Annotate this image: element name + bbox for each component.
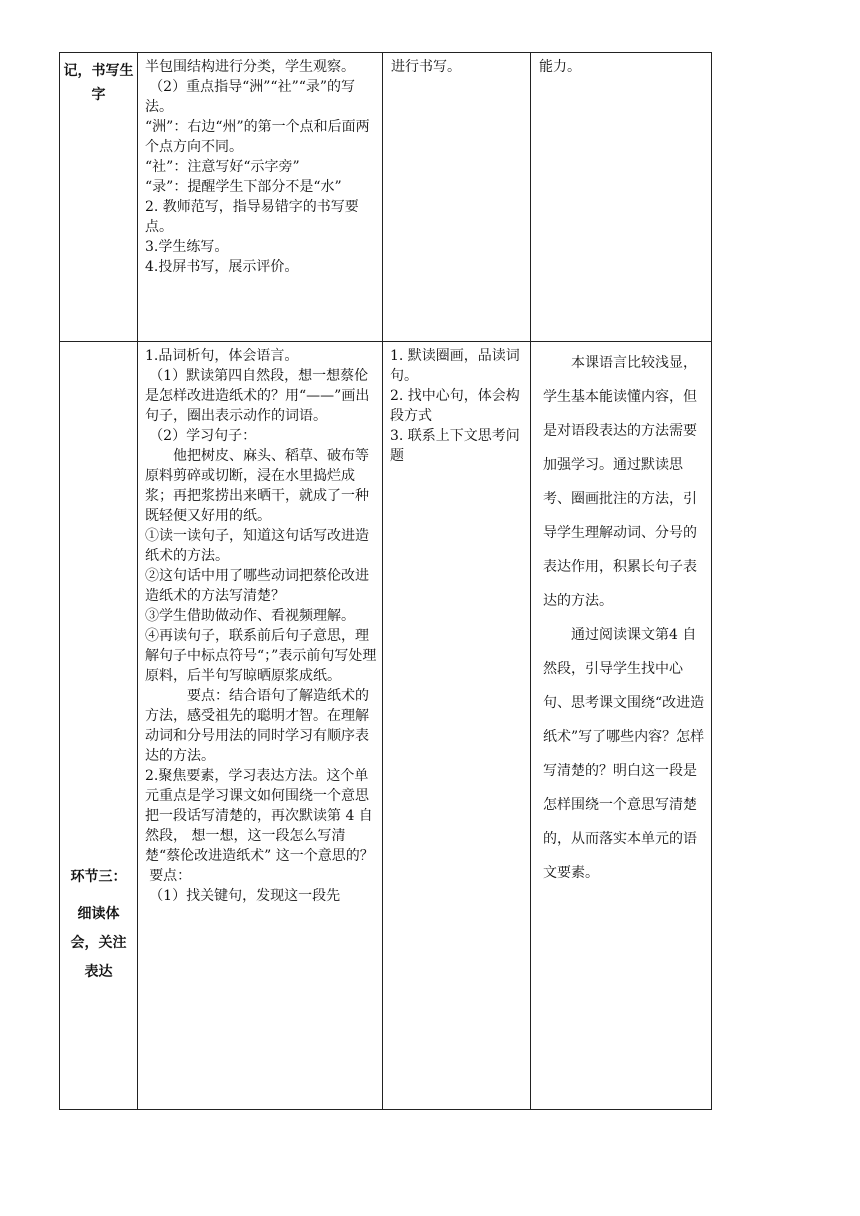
- activity-text: （2）重点指导“洲”“社”“录”的写法。: [145, 79, 356, 115]
- intent-text: 能力。: [539, 59, 581, 75]
- stage-label-cell: [60, 342, 138, 1110]
- activity-text: （1）默读第四自然段，想一想蔡伦是怎样改进造纸术的？用“——”画出句子，圈出表示动作的词语。: [145, 368, 370, 424]
- activity-text: “洲”：右边“州”的第一个点和后面两个点方向不同。: [145, 119, 370, 155]
- activity-text: （1）找关键句，发现这一段先: [149, 888, 341, 904]
- method-text: 3. 联系上下文思考问题: [390, 428, 520, 464]
- activity-text: （2）学习句子：: [149, 428, 257, 444]
- activity-text: 半包围结构进行分类，学生观察。: [145, 59, 355, 75]
- stage-label: 记，书写生字: [63, 63, 134, 103]
- stage-title: 细读体会，关注表达: [70, 906, 127, 980]
- key-point-heading: 要点：: [149, 868, 192, 884]
- activity-cell: [138, 53, 383, 342]
- method-text: 1. 默读圈画，品读词句。: [390, 348, 520, 384]
- table-row: [60, 342, 712, 1110]
- activity-text: 2. 教师范写，指导易错字的书写要点。: [145, 199, 359, 235]
- stage-number: 环节三：: [70, 869, 127, 885]
- activity-text: 1.品词析句，体会语言。: [145, 348, 299, 364]
- method-text: 2. 找中心句，体会构段方式: [390, 388, 520, 424]
- stage-label-cell: [60, 53, 138, 342]
- method-cell: [383, 53, 531, 342]
- activity-text: ②这句话中用了哪些动词把蔡伦改进造纸术的方法写清楚？: [145, 568, 369, 604]
- activity-text: 4.投屏书写，展示评价。: [145, 259, 299, 275]
- table-row: [60, 53, 712, 342]
- activity-text: ④再读句子，联系前后句子意思，理解句子中标点符号“；”表示前句写处理原料，后半句写晾晒原浆成纸。: [145, 628, 377, 684]
- activity-cell: [138, 342, 383, 1110]
- activity-text: “社”：注意写好“示字旁”: [145, 159, 300, 175]
- activity-text: 3.学生练写。: [145, 239, 229, 255]
- intent-cell: [531, 342, 712, 1110]
- method-text: 进行书写。: [391, 59, 461, 75]
- intent-text: 通过阅读课文第4 自然段，引导学生找中心句、思考课文围绕“改进造纸术”写了哪些内容？怎样写清楚的？明白这一段是怎样围绕一个意思写清楚的，从而落实本单元的语文要素。: [543, 627, 705, 881]
- intent-text: 本课语言比较浅显，学生基本能读懂内容，但是对语段表达的方法需要加强学习。通过默读思考、圈画批注的方法，引导学生理解动词、分号的表达作用，积累长句子表达的方法。: [543, 355, 697, 609]
- activity-text: 2.聚焦要素，学习表达方法。这个单元重点是学习课文如何围绕一个意思把一段话写清楚的，再次默读第 4 自然段， 想一想，这一段怎么写清楚“蔡伦改进造纸术” 这一个意思的？: [145, 768, 374, 864]
- activity-text: ①读一读句子，知道这句话写改进造纸术的方法。: [145, 528, 369, 564]
- quoted-sentence: 他把树皮、麻头、稻草、破布等原料剪碎或切断，浸在水里捣烂成浆；再把浆捞出来晒干，就成了一种既轻便又好用的纸。: [145, 448, 369, 524]
- activity-text: ③学生借助做动作、看视频理解。: [145, 608, 355, 624]
- method-cell: [383, 342, 531, 1110]
- lesson-plan-table: [59, 52, 712, 1110]
- intent-cell: [531, 53, 712, 342]
- activity-text: “录”：提醒学生下部分不是“水”: [145, 179, 342, 195]
- key-point-text: 要点：结合语句了解造纸术的方法，感受祖先的聪明才智。在理解动词和分号用法的同时学习有顺序表达的方法。: [145, 688, 369, 764]
